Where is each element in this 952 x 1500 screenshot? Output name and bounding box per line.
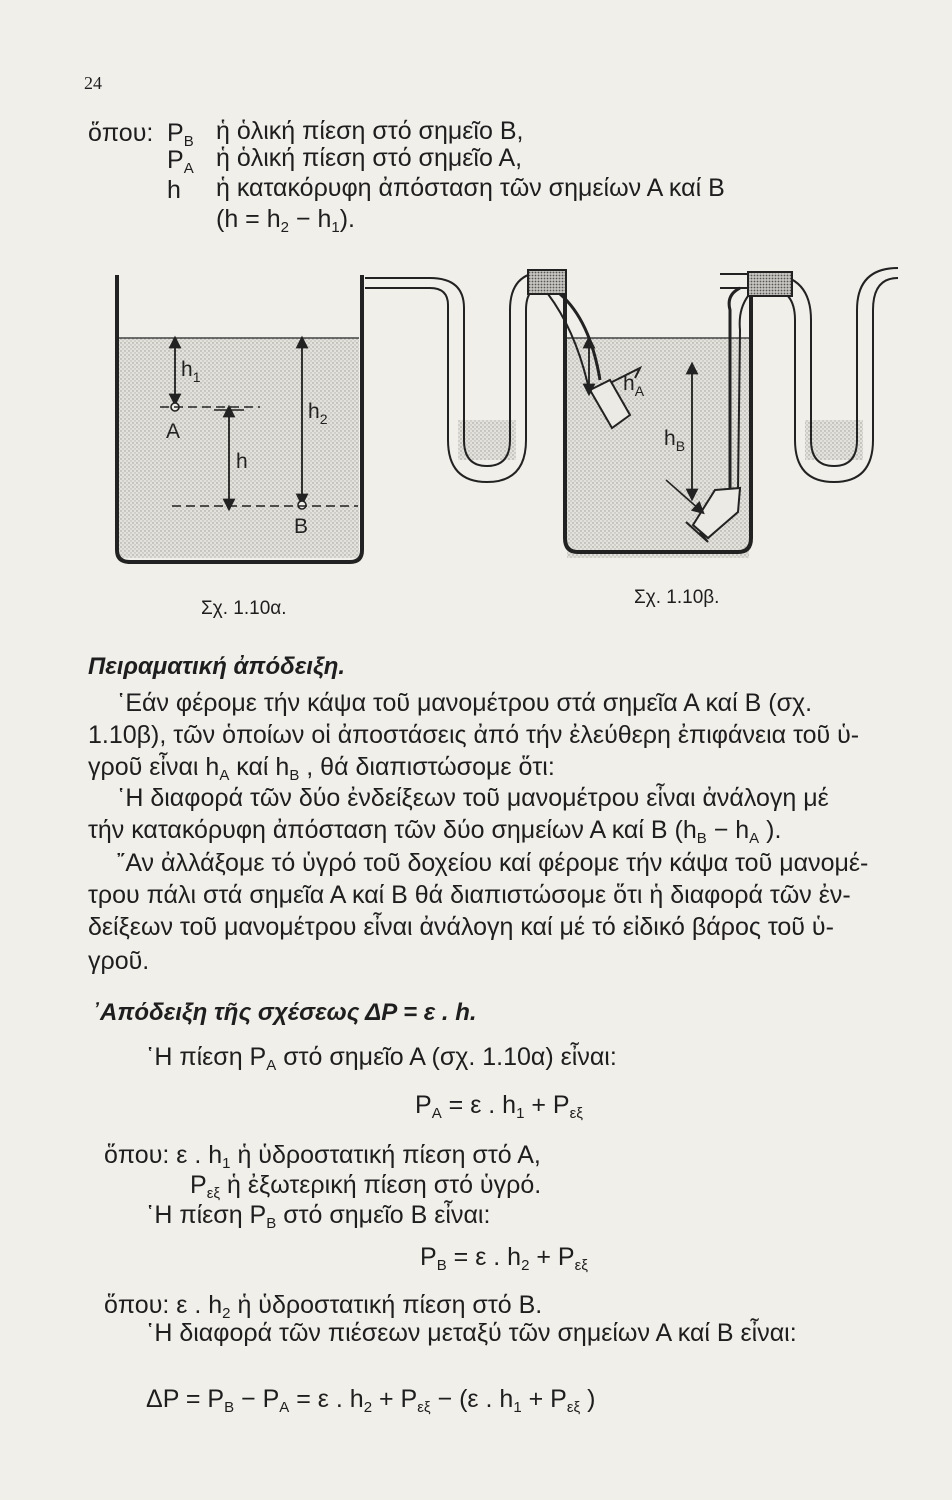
section-heading-experimental: Πειραματική ἀπόδειξη.: [88, 653, 346, 680]
equation-delta-p: $\Delta P = P_B - P_A = \varepsilon$ . $h_2 + P_{\varepsilon\xi} - (\varepsilon$ . $h_1 + P_{\varepsilon\xi}$ ): [146, 1385, 596, 1416]
label-A: A: [166, 420, 181, 443]
def-pb-text: ἡ ὁλική πίεση στό σημεῖο Β,: [216, 117, 524, 145]
text-line-pa: ῾Η πίεση $P_A$ στό σημεῖο Α (σχ. 1.10α) εἶναι:: [146, 1043, 617, 1074]
figures: [0, 250, 952, 670]
text-line-pb: ῾Η πίεση $P_B$ στό σημεῖο Β εἶναι:: [146, 1201, 491, 1232]
def-pb-symbol: $P_B$: [167, 119, 194, 150]
paragraph-line: ῎Αν ἀλλάξομε τό ὑγρό τοῦ δοχείου καί φέρομε τήν κάψα τοῦ μανομέ-: [117, 849, 869, 877]
text-line-difference: ῾Η διαφορά τῶν πιέσεων μεταξύ τῶν σημείων Α καί Β εἶναι:: [146, 1319, 797, 1347]
paragraph-line: ῾Η διαφορά τῶν δύο ἐνδείξεων τοῦ μανομέτρου εἶναι ἀνάλογη μέ: [117, 784, 829, 812]
paragraph-line: ῾Εάν φέρομε τήν κάψα τοῦ μανομέτρου στά σημεῖα Α καί Β (σχ.: [117, 689, 813, 717]
section-heading-proof: ᾿Απόδειξη τῆς σχέσεως ΔP = ε . h.: [92, 999, 477, 1026]
def-h-text: ἡ κατακόρυφη ἀπόσταση τῶν σημείων Α καί Β: [216, 174, 725, 202]
label-hA: $h_A$: [623, 372, 645, 399]
definition-line: $P_{\varepsilon\xi}$ ἡ ἐξωτερική πίεση στό ὑγρό.: [190, 1171, 542, 1202]
paragraph-line: τήν κατακόρυφη ἀπόσταση τῶν δύο σημείων Α καί Β ($h_B - h_A$ ).: [88, 816, 782, 847]
label-h1: $h_1$: [181, 358, 201, 385]
paragraph-line: γροῦ εἶναι $h_A$ καί $h_B$ , θά διαπιστώσομε ὅτι:: [88, 753, 555, 784]
paragraph-line: 1.10β), τῶν ὁποίων οἱ ἀποστάσεις ἀπό τήν ἐλεύθερη ἐπιφάνεια τοῦ ὑ-: [88, 721, 860, 749]
paragraph-line: τρου πάλι στά σημεῖα Α καί Β θά διαπιστώσομε ὅτι ἡ διαφορά τῶν ἐν-: [88, 881, 851, 909]
def-h-formula: $(h = h_2 - h_1)$.: [216, 205, 355, 236]
definition-line: ὅπου: ε . $h_2$ ἡ ὑδροστατική πίεση στό Β.: [104, 1291, 543, 1322]
defs-intro: ὅπου:: [88, 119, 154, 147]
label-h: h: [236, 450, 248, 473]
label-hB: $h_B$: [664, 427, 686, 454]
def-pa-text: ἡ ὁλική πίεση στό σημεῖο Α,: [216, 144, 523, 172]
label-B: B: [294, 515, 309, 538]
figure-b-caption: Σχ. 1.10β.: [634, 587, 720, 608]
def-pa-symbol: $P_A$: [167, 146, 194, 177]
def-h-symbol: h: [167, 176, 181, 204]
label-h2: $h_2$: [308, 400, 328, 427]
equation-pa: $P_A = \varepsilon$ . $h_1 + P_{\varepsilon\xi}$: [415, 1091, 584, 1122]
paragraph-line: γροῦ.: [88, 947, 150, 975]
figure-a-caption: Σχ. 1.10α.: [201, 598, 287, 619]
paragraph-line: δείξεων τοῦ μανομέτρου εἶναι ἀνάλογη καί μέ τό εἰδικό βάρος τοῦ ὑ-: [88, 913, 834, 941]
page-number: 24: [84, 73, 102, 93]
definition-line: ὅπου: ε . $h_1$ ἡ ὑδροστατική πίεση στό Α,: [104, 1141, 541, 1172]
equation-pb: $P_B = \varepsilon$ . $h_2 + P_{\varepsilon\xi}$: [420, 1243, 589, 1274]
